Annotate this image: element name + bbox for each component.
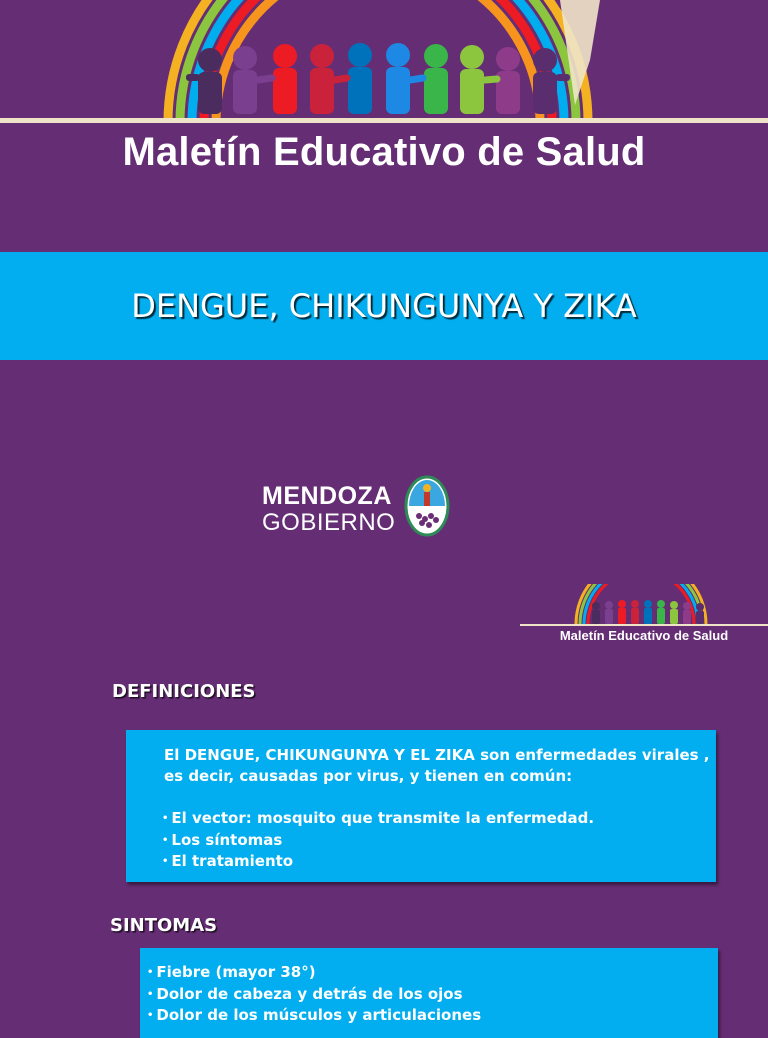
rainbow-children-small-icon [520, 584, 768, 628]
mendoza-gobierno-logo [262, 472, 462, 542]
definiciones-intro: El DENGUE, CHIKUNGUNYA Y EL ZIKA son enfermedades virales , es decir, causadas por virus, y tienen en común: [164, 746, 710, 785]
definiciones-box [126, 730, 716, 882]
title-band [0, 252, 768, 360]
bullet-dot-icon: • [147, 967, 154, 978]
bullet-dot-icon: • [147, 1010, 154, 1021]
definiciones-heading: DEFINICIONES [112, 681, 256, 702]
page-title: DENGUE, CHIKUNGUNYA Y ZIKA [131, 287, 637, 325]
shield-icon [403, 474, 451, 538]
sintomas-list [147, 962, 481, 1027]
header-logo [0, 0, 768, 250]
bullet-dot-icon: • [162, 834, 169, 846]
sintomas-heading: SINTOMAS [110, 915, 218, 936]
header-title: Maletín Educativo de Salud [122, 130, 646, 174]
bullet-dot-icon: • [162, 813, 169, 824]
bullet-dot-icon: • [147, 988, 154, 1000]
mendoza-logo-line1: MENDOZA [262, 482, 392, 510]
small-logo [520, 584, 768, 650]
list-item: • Dolor de cabeza y detrás de los ojos [147, 984, 463, 1003]
list-item: • El tratamiento [162, 852, 294, 870]
rainbow-children-logo-icon [0, 0, 768, 130]
list-item: • El vector: mosquito que transmite la enfermedad. [162, 809, 595, 827]
bullet-dot-icon: • [162, 856, 169, 867]
list-item: • Dolor de los músculos y articulaciones [147, 1006, 482, 1024]
list-item: • Los síntomas [162, 830, 283, 849]
definiciones-list [162, 808, 594, 873]
list-item: • Fiebre (mayor 38°) [147, 963, 316, 981]
small-logo-title: Maletín Educativo de Salud [559, 628, 729, 643]
mendoza-logo-line2: GOBIERNO [262, 509, 396, 536]
sintomas-box [140, 948, 718, 1038]
